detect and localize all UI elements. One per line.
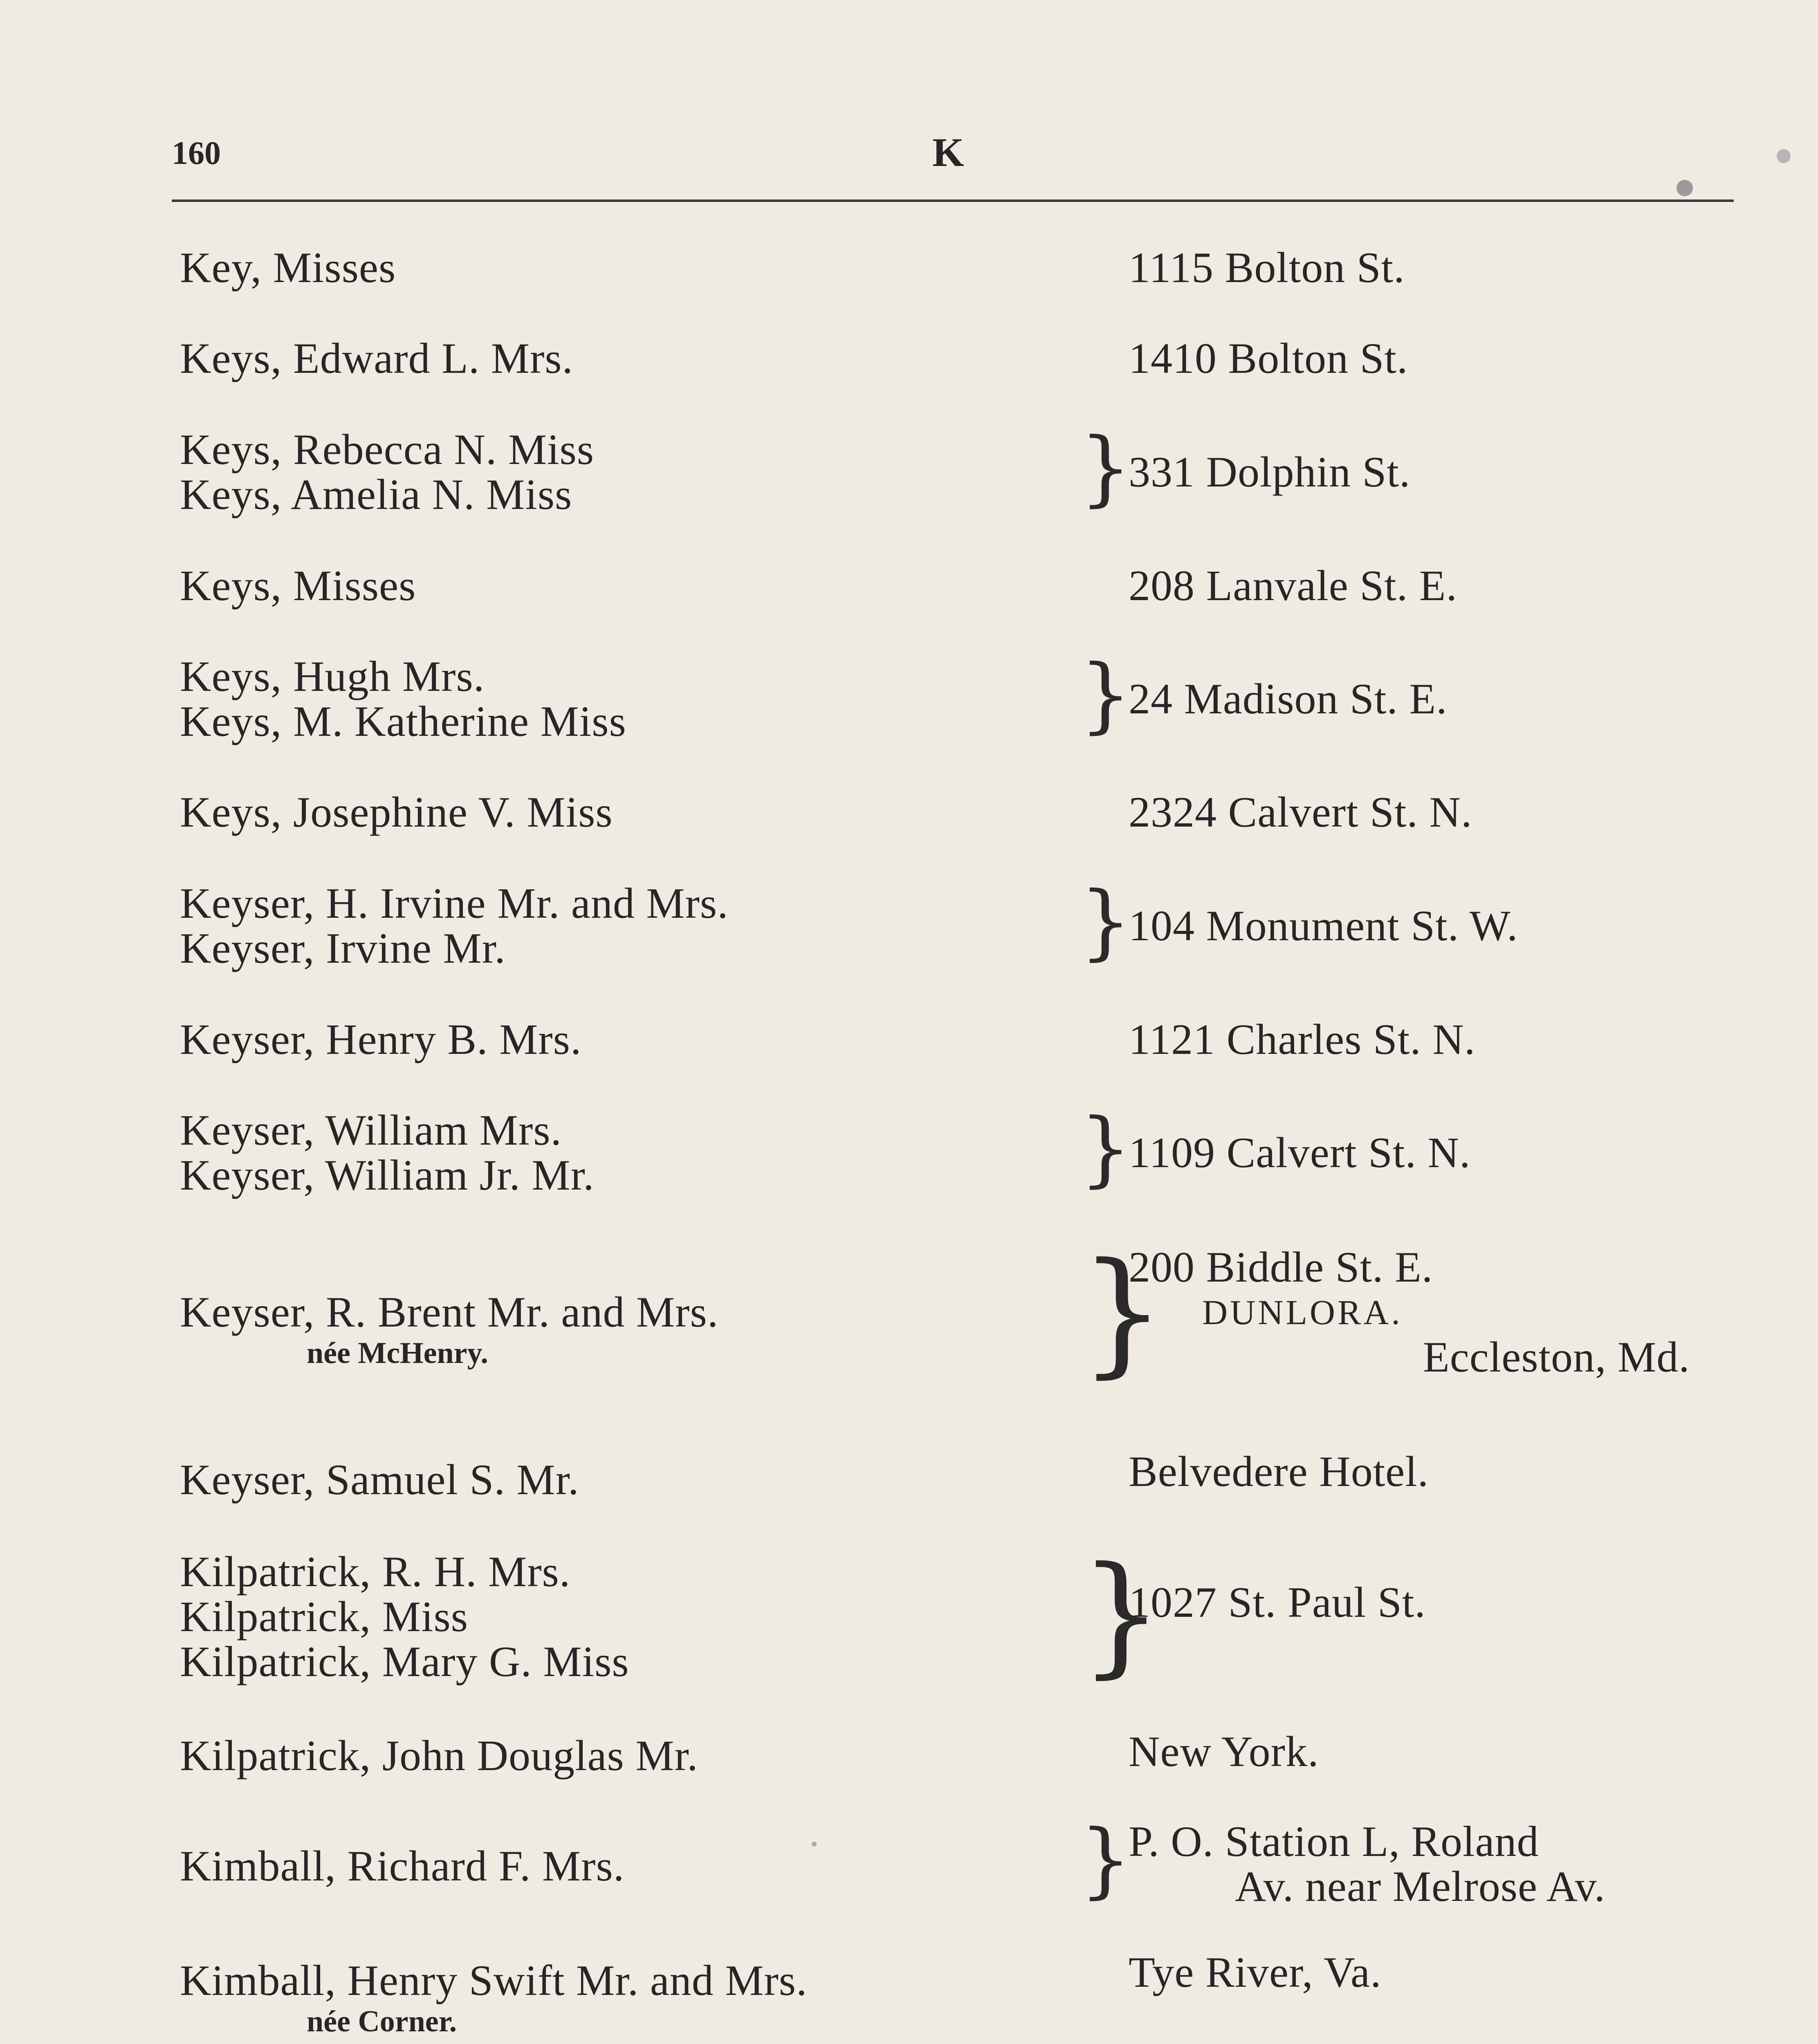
- entry-address: [1129, 903, 1518, 948]
- name-line: Keys, Josephine V. Miss: [180, 788, 613, 836]
- name-line: Kilpatrick, John Douglas Mr.: [180, 1732, 698, 1780]
- entry-address: [1129, 336, 1408, 381]
- address-line: 1115 Bolton St.: [1129, 244, 1405, 291]
- page-number: 160: [172, 135, 221, 171]
- brace: }: [1080, 874, 1132, 969]
- brace: }: [1080, 1101, 1132, 1196]
- estate-name: DUNLORA.: [1202, 1293, 1403, 1332]
- header-rule: [172, 199, 1734, 202]
- entry-names: [180, 1958, 808, 2040]
- name-line: Kilpatrick, Mary G. Miss: [180, 1638, 629, 1685]
- entry-names: [180, 1017, 581, 1062]
- name-line: Keys, Edward L. Mrs.: [180, 334, 574, 382]
- address-line: 1121 Charles St. N.: [1129, 1015, 1476, 1063]
- paper-speck: [812, 1842, 817, 1847]
- address-line: Av. near Melrose Av.: [1235, 1862, 1605, 1910]
- entry-names: [180, 790, 613, 835]
- address-line: P. O. Station L, Roland: [1129, 1818, 1539, 1865]
- name-line: Keyser, William Mrs.: [180, 1106, 562, 1154]
- address-line: Tye River, Va.: [1129, 1948, 1382, 1996]
- address-line: Belvedere Hotel.: [1129, 1448, 1429, 1495]
- entry-address: [1129, 1017, 1475, 1062]
- address-line: 200 Biddle St. E.: [1129, 1243, 1433, 1291]
- entry-names: [180, 563, 416, 608]
- address-line: New York.: [1129, 1728, 1319, 1775]
- entry-names: [180, 336, 573, 381]
- entry-names: [180, 1549, 629, 1684]
- name-line: Keyser, H. Irvine Mr. and Mrs.: [180, 879, 729, 927]
- entry-address: [1129, 1580, 1426, 1625]
- entry-address: [1129, 1729, 1319, 1774]
- name-line: Keys, Hugh Mrs.: [180, 652, 485, 700]
- name-line: Kilpatrick, R. H. Mrs.: [180, 1548, 571, 1596]
- name-line: Keyser, Irvine Mr.: [180, 924, 506, 972]
- entry-names: [180, 881, 729, 971]
- entry-names: [180, 245, 396, 290]
- name-line: Keys, Misses: [180, 562, 416, 610]
- entry-address: [1129, 1449, 1429, 1494]
- address-line: 2324 Calvert St. N.: [1129, 788, 1472, 836]
- entry-address: [1129, 790, 1472, 835]
- entry-address: [1129, 677, 1448, 722]
- entry-names: [180, 1457, 579, 1502]
- name-line: Keys, M. Katherine Miss: [180, 697, 626, 745]
- name-line: Kimball, Henry Swift Mr. and Mrs.: [180, 1957, 808, 2004]
- brace: }: [1080, 1812, 1132, 1907]
- entry-address: [1129, 1950, 1382, 1995]
- address-line: 24 Madison St. E.: [1129, 675, 1448, 723]
- address-line: 1027 St. Paul St.: [1129, 1578, 1426, 1626]
- address-line: 104 Monument St. W.: [1129, 902, 1518, 950]
- name-line: Kilpatrick, Miss: [180, 1593, 468, 1641]
- address-line: 208 Lanvale St. E.: [1129, 562, 1457, 610]
- address-line: 1410 Bolton St.: [1129, 334, 1408, 382]
- paper-speck: [1677, 180, 1693, 196]
- name-line: Keyser, Henry B. Mrs.: [180, 1015, 582, 1063]
- entry-address: [1129, 1245, 1690, 1380]
- entry-names: [180, 1108, 595, 1198]
- address-line: 331 Dolphin St.: [1129, 448, 1411, 496]
- name-line: Key, Misses: [180, 244, 396, 291]
- entry-address: [1129, 450, 1410, 495]
- brace: }: [1080, 647, 1132, 742]
- name-line: Keyser, Samuel S. Mr.: [180, 1456, 579, 1504]
- entry-address: [1129, 1130, 1471, 1175]
- entry-address: [1129, 245, 1405, 290]
- address-line: 1109 Calvert St. N.: [1129, 1129, 1471, 1177]
- name-line: Keys, Amelia N. Miss: [180, 471, 572, 518]
- entry-address: [1129, 1819, 1605, 1909]
- entry-names: [180, 1844, 624, 1889]
- address-line: Eccleston, Md.: [1423, 1333, 1690, 1381]
- entry-address: [1129, 563, 1457, 608]
- brace: }: [1080, 1234, 1165, 1391]
- brace: }: [1080, 1539, 1163, 1691]
- name-line: Keyser, William Jr. Mr.: [180, 1151, 595, 1199]
- entry-names: [180, 1290, 718, 1372]
- name-line: Keys, Rebecca N. Miss: [180, 426, 595, 473]
- paper-speck: [1777, 149, 1791, 163]
- brace: }: [1080, 420, 1132, 515]
- entry-names: [180, 1733, 698, 1778]
- nee-note: née McHenry.: [307, 1336, 488, 1370]
- name-line: Kimball, Richard F. Mrs.: [180, 1842, 625, 1890]
- entry-names: [180, 427, 594, 517]
- nee-note: née Corner.: [307, 2005, 457, 2038]
- name-line: Keyser, R. Brent Mr. and Mrs.: [180, 1288, 719, 1336]
- section-letter: K: [932, 130, 966, 175]
- entry-names: [180, 654, 626, 744]
